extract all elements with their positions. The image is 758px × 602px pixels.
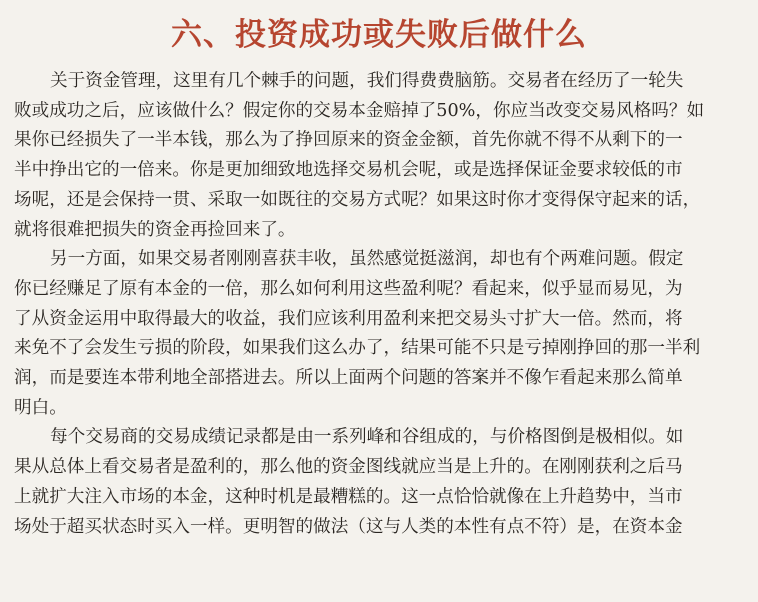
paragraph-3 [14, 423, 744, 542]
paragraph-line: 关于资金管理，这里有几个棘手的问题，我们得费费脑筋。交易者在经历了一轮失 [50, 71, 684, 91]
paragraph-line: 败或成功之后，应该做什么？假定你的交易本金赔掉了50%，你应当改变交易风格吗？如 [14, 100, 705, 121]
paragraph-line: 另一方面，如果交易者刚刚喜获丰收，虽然感觉挺滋润，却也有个两难问题。假定 [50, 249, 684, 270]
paragraph-line: 你已经赚足了原有本金的一倍，那么如何利用这些盈利呢？看起来，似乎显而易见，为 [14, 278, 683, 299]
paragraph-line: 了从资金运用中取得最大的收益，我们应该利用盈利来把交易头寸扩大一倍。然而，将 [14, 308, 683, 329]
paragraph-1 [14, 67, 744, 245]
paragraph-line: 明白。 [14, 397, 67, 418]
paragraph-line: 场呢，还是会保持一贯、采取一如既往的交易方式呢？如果这时你才变得保守起来的话， [14, 189, 701, 210]
section-title: 六、投资成功或失败后做什么 [171, 17, 587, 53]
paragraph-2 [14, 245, 744, 423]
paragraph-line: 上就扩大注入市场的本金，这种时机是最糟糕的。这一点恰恰就像在上升趋势中，当市 [14, 486, 683, 507]
body-text [14, 67, 744, 542]
paragraph-line: 每个交易商的交易成绩记录都是由一系列峰和谷组成的，与价格图倒是极相似。如 [50, 427, 684, 448]
paragraph-line: 半中挣出它的一倍来。你是更加细致地选择交易机会呢，或是选择保证金要求较低的市 [14, 160, 683, 181]
paragraph-line: 就将很难把损失的资金再捡回来了。 [14, 219, 296, 240]
paragraph-line: 果你已经损失了一半本钱，那么为了挣回原来的资金金额，首先你就不得不从剩下的一 [14, 130, 683, 151]
paragraph-line: 果从总体上看交易者是盈利的，那么他的资金图线就应当是上升的。在刚刚获利之后马 [14, 457, 683, 478]
paragraph-line: 来免不了会发生亏损的阶段，如果我们这么办了，结果可能不只是亏掉刚挣回的那一半利 [14, 338, 701, 359]
paragraph-line: 场处于超买状态时买入一样。更明智的做法（这与人类的本性有点不符）是，在资本金 [14, 516, 683, 537]
paragraph-line: 润，而是要连本带利地全部搭进去。所以上面两个问题的答案并不像乍看起来那么简单 [14, 368, 683, 389]
